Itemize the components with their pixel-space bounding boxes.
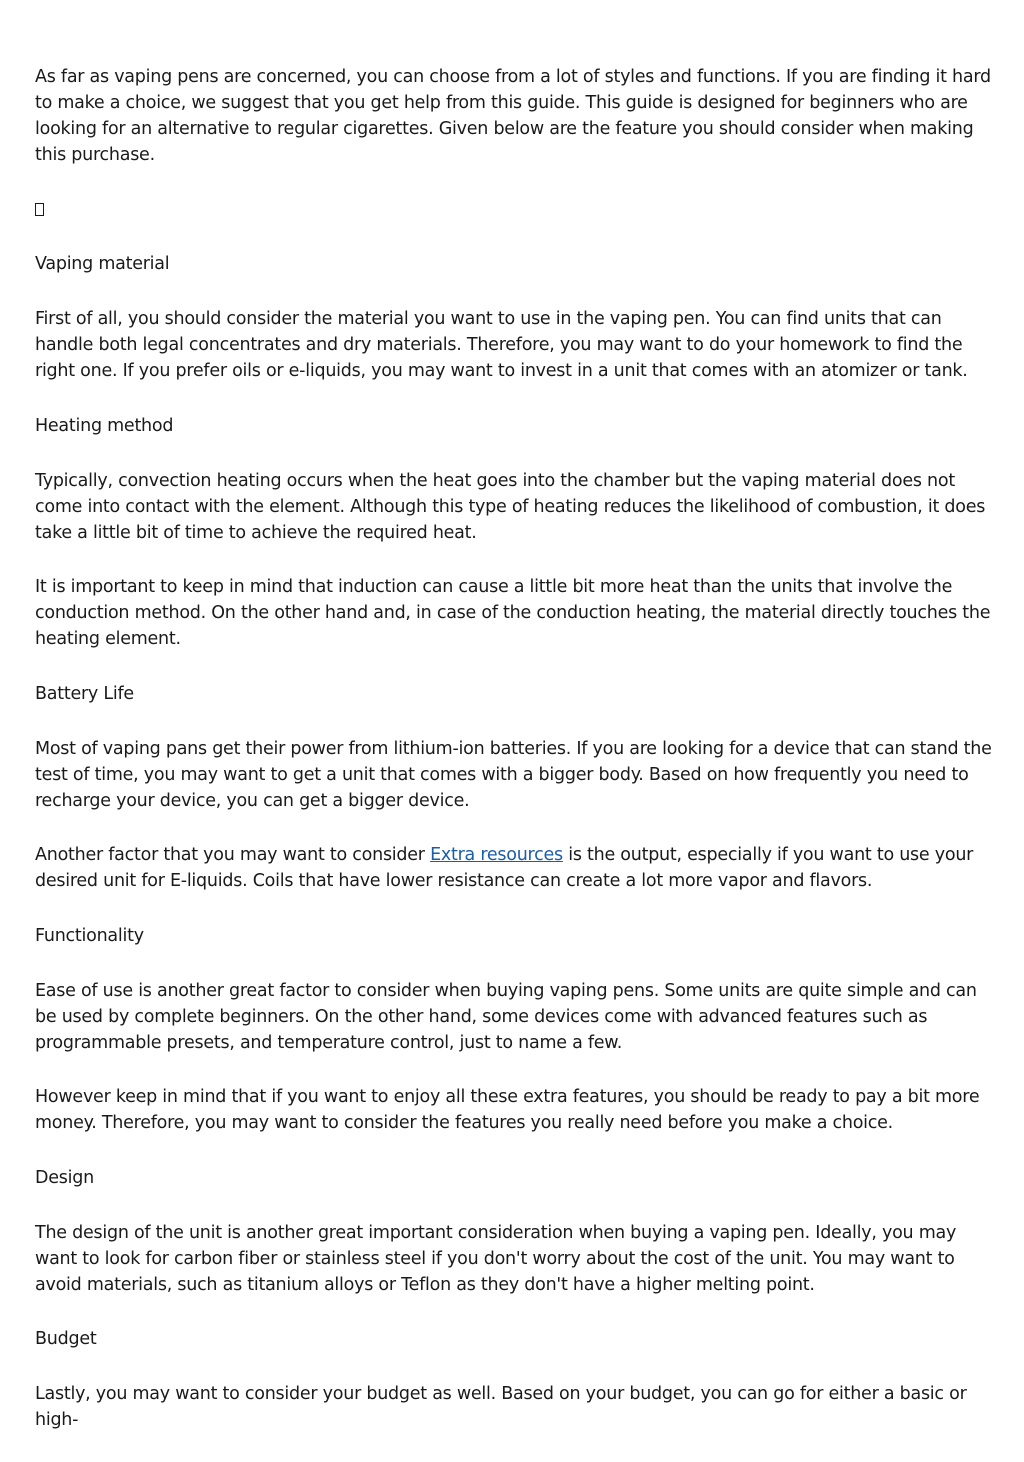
heading-functionality: Functionality [35,925,144,946]
extra-resources-link[interactable]: Extra resources [430,845,563,865]
battery-paragraph-2 [35,842,995,894]
heading-vaping-material: Vaping material [35,254,170,274]
functionality-paragraph-1: Ease of use is another great factor to consider when buying vaping pens. Some units are quite simple and can be used by complete beginners. On the other hand, some devices come with advanced features such as programmable presets, and temperature control, just to name a few. [35,980,977,1053]
heading-design: Design [35,1167,94,1188]
heading-heating-method: Heating method [35,415,174,436]
intro-paragraph: As far as vaping pens are concerned, you can choose from a lot of styles and functions. If you are finding it hard to make a choice, we suggest that you get help from this guide. This guide is designed for beginners who are looking for an alternative to regular cigarettes. Given below are the feature you should consider when making this purchase. [35,67,991,165]
material-paragraph: First of all, you should consider the material you want to use in the vaping pen. You can find units that can handle both legal concentrates and dry materials. Therefore, you may want to do your homework to find the right one. If you prefer oils or e-liquids, you may want to invest in a unit that comes with an atomizer or tank. [35,309,968,381]
budget-paragraph: Lastly, you may want to consider your budget as well. Based on your budget, you can go for either a basic or high- [35,1384,967,1430]
heating-paragraph-1: Typically, convection heating occurs when the heat goes into the chamber but the vaping material does not come into contact with the element. Although this type of heating reduces the likelihood of combustion, it does take a little bit of time to achieve the required heat. [35,470,986,543]
battery-paragraph-1: Most of vaping pans get their power from lithium-ion batteries. If you are looking for a device that can stand the test of time, you may want to get a unit that comes with a bigger body. Based on how frequently you need to recharge your device, you can get a bigger device. [35,738,992,811]
heading-battery-life: Battery Life [35,683,134,704]
heading-budget: Budget [35,1329,97,1349]
battery-paragraph-2-after: is the output, especially if you want to use your desired unit for E-liquids. Coils that have lower resistance can create a lot more vapor and flavors. [35,845,974,891]
battery-paragraph-2-before: Another factor that you may want to consider [35,845,431,865]
heating-paragraph-2: It is important to keep in mind that induction can cause a little bit more heat than the units that involve the conduction method. On the other hand and, in case of the conduction heating, the material directly touches the heating element. [35,577,991,649]
missing-glyph-icon [35,203,44,216]
functionality-paragraph-2: However keep in mind that if you want to enjoy all these extra features, you should be ready to pay a bit more money. Therefore, you may want to consider the features you really need before you make a choice. [35,1087,980,1133]
missing-glyph-placeholder [35,197,995,223]
design-paragraph: The design of the unit is another great important consideration when buying a vaping pen. Ideally, you may want to look for carbon fiber or stainless steel if you don't worry about the cost of the unit. You may want to avoid materials, such as titanium alloys or Teflon as they don't have a higher melting point. [35,1222,957,1295]
document-body [35,64,995,1462]
